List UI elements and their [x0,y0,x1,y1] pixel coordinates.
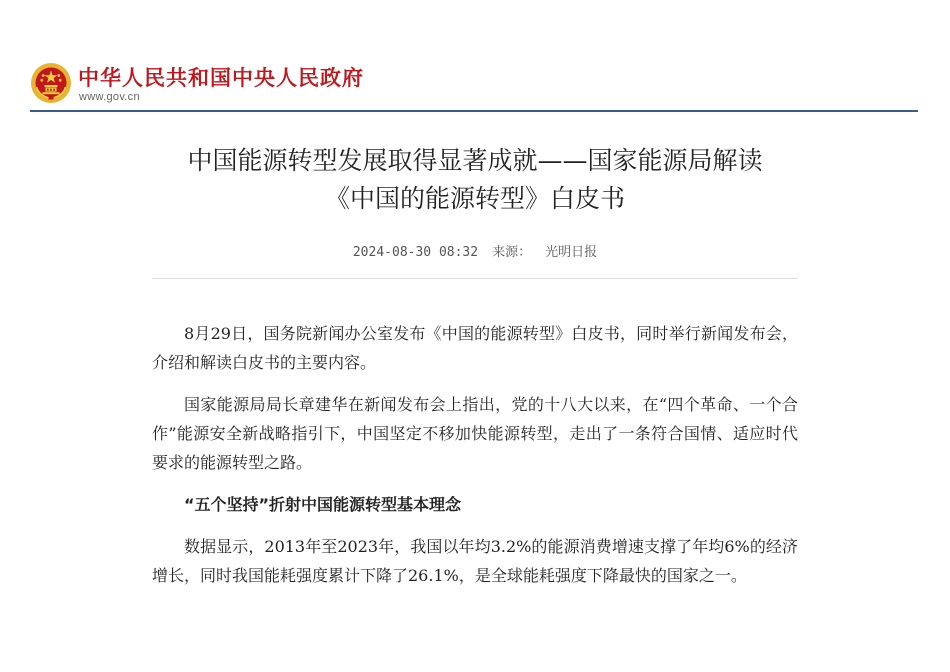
paragraph: 国家能源局局长章建华在新闻发布会上指出，党的十八大以来，在“四个革命、一个合作”能源安全新战略指引下，中国坚定不移加快能源转型，走出了一条符合国情、适应时代要求的能源转型之路。 [152,395,798,472]
publish-date: 2024-08-30 08:32 [352,245,479,260]
paragraph: 数据显示，2013年至2023年，我国以年均3.2%的能源消费增速支撑了年均6%的经济增长，同时我国能耗强度累计下降了26.1%，是全球能耗强度下降最快的国家之一。 [152,537,798,585]
article [152,130,798,603]
header-divider [30,110,918,112]
article-title-line2: 《中国的能源转型》白皮书 [324,184,625,213]
source-name: 光明日报 [545,245,598,260]
site-domain[interactable]: www.gov.cn [79,91,140,103]
article-body [152,319,798,590]
article-title [152,142,798,218]
site-header [30,60,930,110]
national-emblem-icon[interactable] [30,62,72,104]
article-title-line1: 中国能源转型发展取得显著成就——国家能源局解读 [187,146,763,175]
section-subheading: “五个坚持”折射中国能源转型基本理念 [184,495,462,514]
site-name[interactable]: 中华人民共和国中央人民政府 [78,66,364,90]
article-meta [152,241,798,260]
meta-divider [152,278,798,279]
paragraph: 8月29日，国务院新闻办公室发布《中国的能源转型》白皮书，同时举行新闻发布会，介绍和解读白皮书的主要内容。 [152,324,798,372]
source-label: 来源： [492,245,532,260]
